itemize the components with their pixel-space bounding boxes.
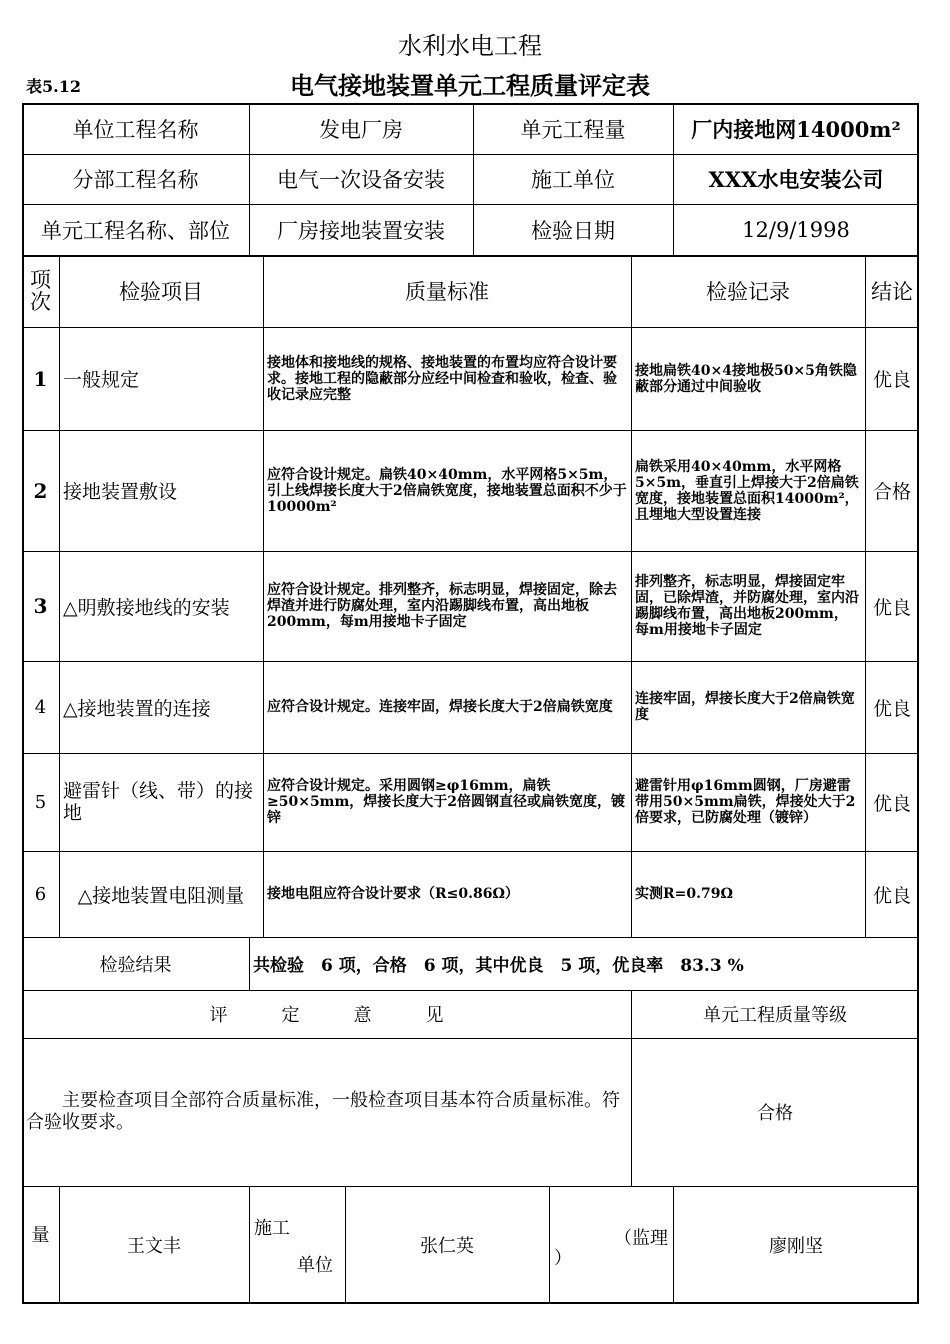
element-name-label: 单元工程名称、部位 (41, 218, 230, 243)
division-value: 电气一次设备安装 (277, 168, 445, 192)
column-header-no: 项 次 (30, 268, 51, 314)
inspection-date-label: 检验日期 (531, 218, 615, 243)
table-row-record: 避雷针用φ16mm圆钢，厂房避雷带用50×5mm扁铁，焊接处大于2倍要求，已防腐处理（镀锌） (635, 778, 856, 826)
inspection-date-value: 12/9/1998 (742, 217, 850, 242)
result-label: 检验结果 (99, 954, 172, 976)
table-row-no: 4 (34, 696, 47, 718)
column-header-item: 检验项目 (119, 280, 203, 304)
contractor-value: XXX水电安装公司 (708, 167, 884, 192)
quality-inspector-label: 量 (31, 1225, 50, 1246)
table-row-conclusion: 优良 (872, 792, 911, 815)
table-row-standard: 接地体和接地线的规格、接地装置的布置均应符合设计要求。接地工程的隐蔽部分应经中间检查和验收，检查、验收记录应完整 (267, 354, 617, 403)
quality-assessment-table (22, 103, 919, 1304)
element-quantity-value: 厂内接地网14000m² (691, 116, 901, 142)
element-quantity-label: 单元工程量 (520, 117, 626, 142)
table-row-standard: 接地电阻应符合设计要求（R≤0.86Ω） (267, 886, 519, 902)
column-header-standard: 质量标准 (405, 280, 489, 304)
table-row-no: 1 (33, 366, 48, 391)
table-row-record: 扁铁采用40×40mm，水平网格5×5m，垂直引上焊接大于2倍扁铁宽度，接地装置总面积14000m²，且埋地大型设置连接 (635, 458, 859, 523)
evaluation-opinion-text: 主要检查项目全部符合质量标准，一般检查项目基本符合质量标准。符合验收要求。 (26, 1090, 620, 1133)
divider (549, 1186, 550, 1304)
divider (249, 1186, 250, 1304)
table-row-standard: 应符合设计规定。连接牢固，焊接长度大于2倍扁铁宽度 (267, 699, 613, 715)
table-row-no: 6 (34, 883, 47, 905)
table-row-conclusion: 优良 (872, 596, 911, 619)
document-title-line2: 电气接地装置单元工程质量评定表 (290, 71, 650, 100)
table-row-item: 避雷针（线、带）的接地 (63, 780, 254, 824)
table-row-no: 5 (34, 791, 47, 813)
unit-project-value: 发电厂房 (319, 117, 403, 142)
supervisor-name: 廖刚坚 (769, 1236, 823, 1257)
table-row-standard: 应符合设计规定。排列整齐，标志明显，焊接固定，除去焊渣并进行防腐处理，室内沿踢脚线布置，高出地板200mm，每m用接地卡子固定 (267, 582, 617, 630)
table-row-standard: 应符合设计规定。采用圆钢≥φ16mm，扁铁≥50×5mm，焊接长度大于2倍圆钢直径或扁铁宽度，镀锌 (267, 778, 626, 826)
supervisor-sign-label-2: ） (554, 1248, 572, 1269)
table-row-standard: 应符合设计规定。扁铁40×40mm，水平网格5×5m，引上线焊接长度大于2倍扁铁宽度，接地装置总面积不少于10000m² (267, 466, 627, 515)
element-name-value: 厂房接地装置安装 (277, 218, 445, 243)
unit-project-label: 单位工程名称 (72, 117, 199, 142)
contractor-representative-name: 张仁英 (420, 1236, 474, 1257)
contractor-sign-label-1: 施工 (254, 1218, 290, 1239)
column-header-record: 检验记录 (706, 280, 790, 304)
table-row-record: 连接牢固，焊接长度大于2倍扁铁宽度 (635, 691, 855, 723)
table-row-item: △接地装置电阻测量 (77, 884, 245, 907)
table-row-conclusion: 合格 (872, 481, 911, 503)
supervisor-sign-label-1: （监理 (614, 1228, 668, 1249)
table-row-no: 2 (33, 478, 48, 503)
quality-inspector-name: 王文丰 (127, 1236, 181, 1257)
table-row-item: 接地装置敷设 (63, 481, 178, 503)
quality-grade-label: 单元工程质量等级 (703, 1005, 847, 1026)
contractor-sign-label-2: 单位 (297, 1255, 333, 1276)
table-row-record: 排列整齐，标志明显，焊接固定牢固，已除焊渣，并防腐处理，室内沿踢脚线布置，高出地板200mm，每m用接地卡子固定 (635, 574, 859, 638)
table-row-item: △明敷接地线的安装 (63, 596, 230, 619)
result-summary: 共检验 6 项，合格 6 项，其中优良 5 项，优良率 83.3 % (253, 956, 744, 976)
table-row-record: 接地扁铁40×4接地极50×5角铁隐蔽部分通过中间验收 (635, 362, 857, 395)
table-row-conclusion: 优良 (872, 369, 911, 391)
evaluation-opinion-label: 评 定 意 见 (209, 1005, 444, 1026)
table-row-conclusion: 优良 (872, 697, 911, 720)
table-row-record: 实测R=0.79Ω (635, 886, 733, 902)
table-row-item: △接地装置的连接 (63, 697, 211, 720)
division-label: 分部工程名称 (72, 168, 199, 192)
table-row-conclusion: 优良 (872, 884, 911, 907)
contractor-label: 施工单位 (531, 168, 615, 192)
table-row-no: 3 (33, 594, 48, 618)
column-header-conclusion: 结论 (871, 280, 913, 304)
quality-grade-value: 合格 (757, 1103, 793, 1124)
table-row-item: 一般规定 (63, 369, 140, 391)
table-number: 表5.12 (26, 77, 81, 96)
document-title-line1: 水利水电工程 (398, 32, 542, 60)
